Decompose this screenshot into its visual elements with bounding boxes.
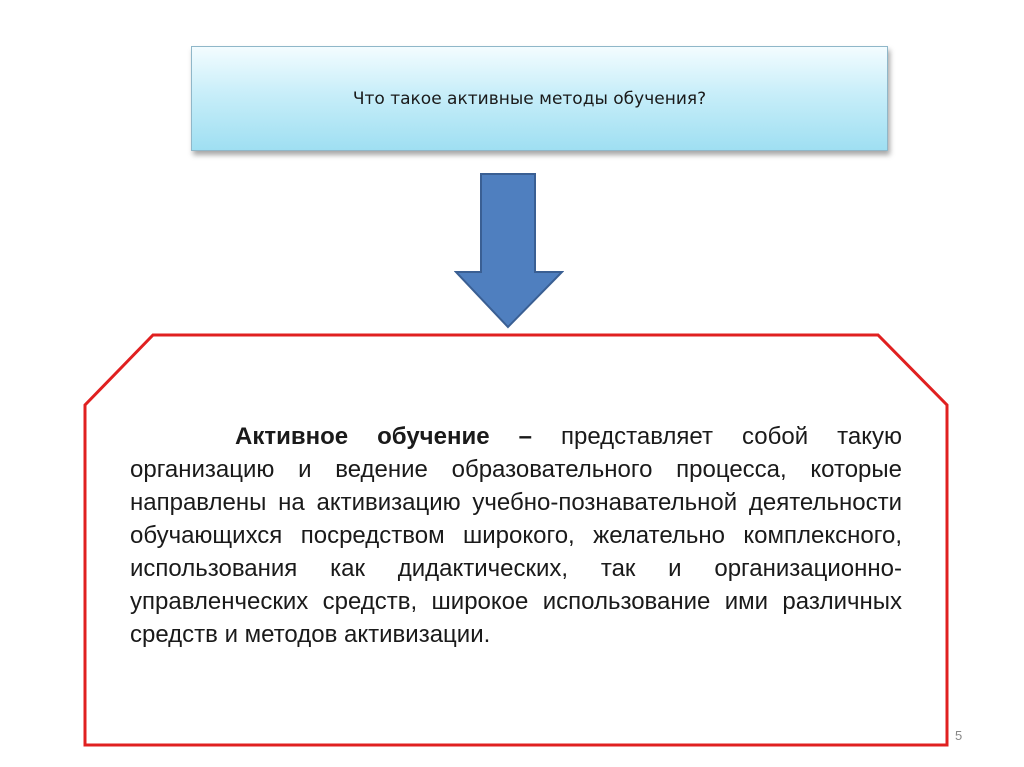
arrow-down-icon: [454, 172, 564, 332]
question-box: [191, 46, 888, 151]
definition-term: Активное обучение –: [235, 423, 532, 450]
definition-text: [130, 420, 902, 651]
definition-body: представляет собой такую организацию и ведение образовательного процесса, которые направлены на активизацию учебно-познавательной деятельности обучающихся посредством широкого, желательно комплексного, использования как дидактических, так и организационно-управленческих средств, широкое использование ими различных средств и методов активизации.: [130, 423, 902, 648]
question-text: Что такое активные методы обучения?: [352, 88, 707, 109]
page-number: 5: [955, 728, 963, 743]
